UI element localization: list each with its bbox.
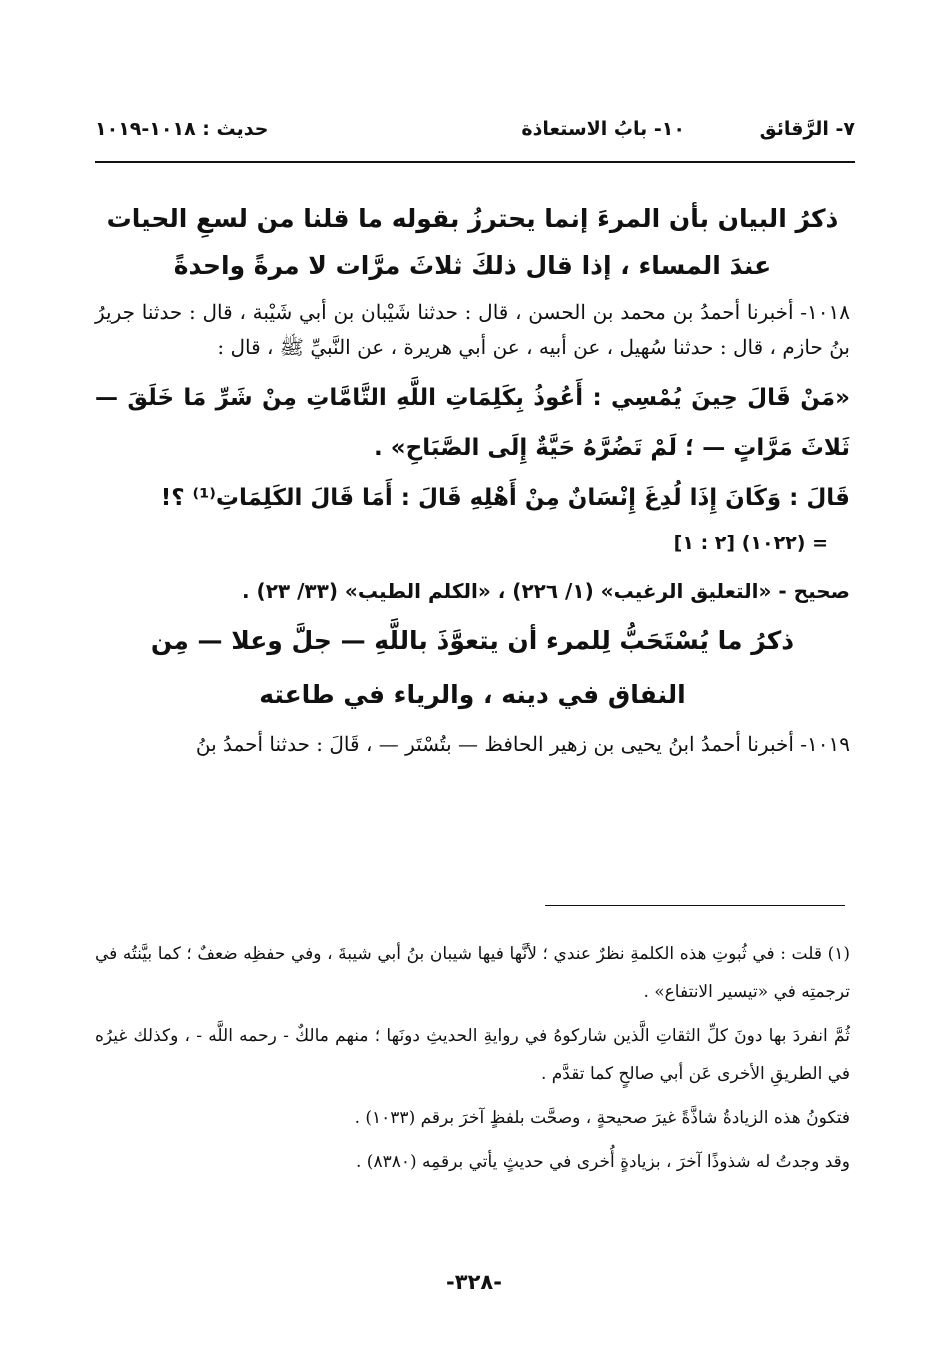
chapter-title: ١٠- بابُ الاستعاذة [521, 118, 685, 140]
hadith-range: حديث : ١٠١٨-١٠١٩ [95, 118, 269, 140]
hadith-1018-reference: = (١٠٢٢) [٢ : ١] [673, 532, 828, 554]
hadith-1018-grade: صحيح - «التعليق الرغيب» (١/ ٢٢٦) ، «الكلم الطيب» (٣٣/ ٢٣) . [242, 579, 850, 603]
page-number: -٣٢٨- [446, 1270, 502, 1294]
book-part-title: ٧- الرَّقائق [759, 118, 855, 140]
footnote-paragraph: (١) قلت : في ثُبوتِ هذه الكلمةِ نظرٌ عندي ؛ لأنَّها فيها شيبان بنُ أبي شيبةَ ، وفي حفظِه ضعفٌ ؛ كما بيَّنتُه في ترجمتِه في «تيسير الانتفاع» . [95, 944, 850, 1002]
footnote-paragraph: ثُمَّ انفردَ بها دونَ كلِّ الثقاتِ الَّذين شاركوهُ في روايةِ الحديثِ دونَها ؛ منهم مالكٌ - رحمه اللَّه - ، وكذلك غيرُه في الطريقِ الأخرى عَن أبي صالحٍ كما تقدَّم . [95, 1026, 850, 1084]
footnote-divider [545, 905, 845, 906]
running-header [95, 118, 855, 158]
footnote-paragraph: وقد وجدتُ له شذوذًا آخرَ ، بزيادةٍ أُخرى في حديثٍ يأتي برقمِه (٨٣٨٠) . [356, 1152, 850, 1172]
hadith-1019-isnad: ١٠١٩- أخبرنا أحمدُ ابنُ يحيى بن زهير الحافظ — بتُسْتَر — ، قَالَ : حدثنا أحمدُ بنُ [195, 732, 850, 756]
main-text [95, 195, 850, 762]
footnotes [95, 935, 850, 1187]
hadith-1018-matn: «مَنْ قَالَ حِينَ يُمْسِي : أَعُوذُ بِكَلِمَاتِ اللَّهِ التَّامَّاتِ مِنْ شَرِّ مَا خَلَقَ — ثَلاثَ مَرَّاتٍ — ؛ لَمْ تَضُرَّهُ حَيَّةٌ إِلَى الصَّبَاحِ» . [95, 385, 850, 461]
section-2-heading-line-2: النفاق في دينه ، والرياء في طاعته [259, 680, 686, 709]
hadith-1018-isnad: ١٠١٨- أخبرنا أحمدُ بن محمد بن الحسن ، قال : حدثنا شَيْبان بن أبي شَيْبة ، قال : حدثنا جريرُ بنُ حازم ، قال : حدثنا سُهيل ، عن أبيه ، عن أبي هريرة ، عن النَّبيِّ ﷺ ، قال : [95, 300, 850, 359]
section-2-heading-line-1: ذكرُ ما يُسْتَحَبُّ لِلمرء أن يتعوَّذَ باللَّهِ — جلَّ وعلا — مِن [150, 626, 795, 655]
section-heading-line-2: عندَ المساء ، إذا قال ذلكَ ثلاثَ مرَّات لا مرةً واحدةً [173, 251, 772, 280]
header-divider [95, 161, 855, 163]
section-heading-line-1: ذكرُ البيان بأن المرءَ إنما يحترزُ بقوله ما قلنا من لسعِ الحيات [106, 204, 839, 233]
hadith-1018-continuation: قَالَ : وَكَانَ إِذَا لُدِغَ إِنْسَانٌ مِنْ أَهْلِهِ قَالَ : أَمَا قَالَ الكَلِمَاتِ⁽¹⁾ ؟! [160, 485, 850, 511]
footnote-paragraph: فتكونُ هذه الزيادةُ شاذَّةً غيرَ صحيحةٍ ، وصحَّت بلفظٍ آخرَ برقم (١٠٣٣) . [354, 1108, 850, 1128]
